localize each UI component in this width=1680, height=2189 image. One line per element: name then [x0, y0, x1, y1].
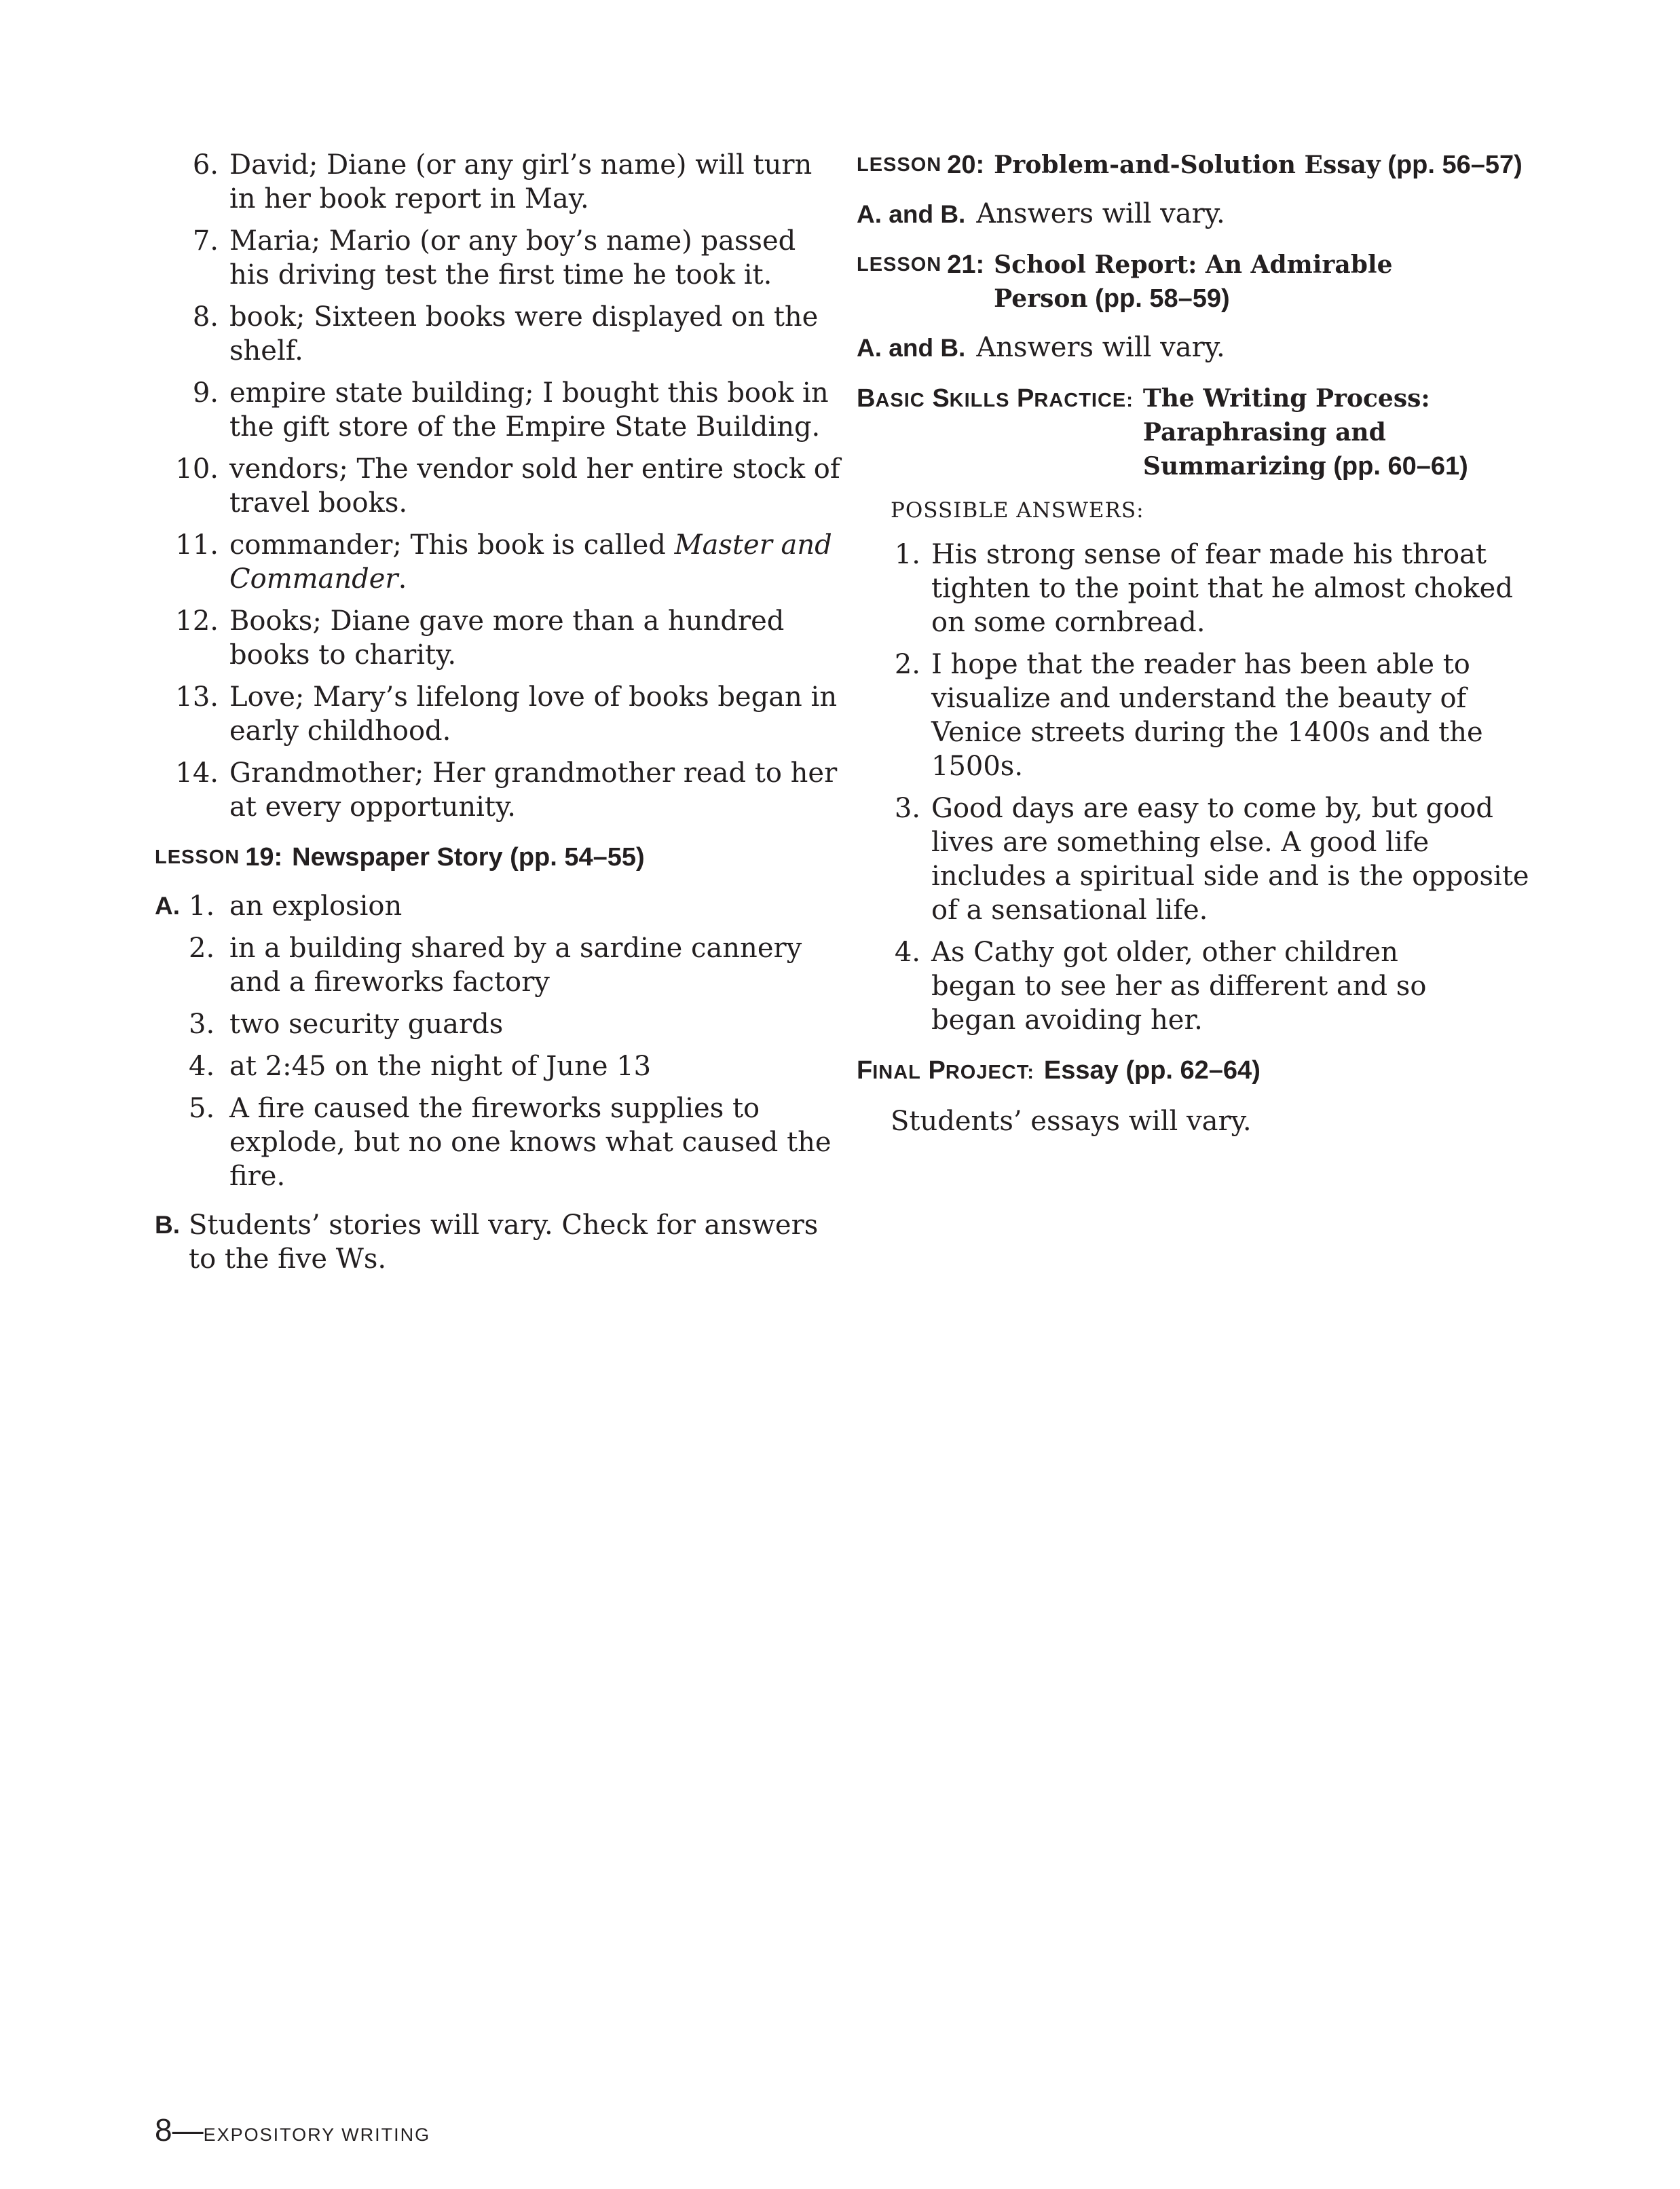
list-item	[155, 756, 840, 824]
item-number: 9.	[192, 377, 219, 409]
list-item	[155, 604, 840, 672]
section-label: BASIC SKILLS PRACTICE:	[857, 384, 1134, 413]
item-number: 3.	[894, 793, 920, 824]
final-project-text: Students’ essays will vary.	[891, 1106, 1252, 1137]
list-item	[155, 1007, 840, 1041]
lesson-title	[984, 248, 1392, 316]
lesson-20-heading	[857, 148, 1535, 182]
item-text: empire state building; I bought this book in the gift store of the Empire State Building.	[229, 377, 829, 443]
list-item	[155, 376, 840, 444]
item-text: in a building shared by a sardine cannery and a fireworks factory	[229, 933, 802, 998]
lesson-label: LESSON	[857, 254, 942, 276]
list-item	[155, 1091, 840, 1193]
list-item	[857, 935, 1535, 1037]
answer-text: Answers will vary.	[976, 198, 1225, 229]
item-number: 2.	[189, 933, 215, 964]
item-number: 10.	[175, 453, 219, 485]
item-text	[229, 528, 840, 596]
answer-label: A. and B.	[857, 200, 966, 228]
item-number: 2.	[894, 649, 920, 680]
item-text-post: .	[398, 563, 407, 595]
section-b	[155, 1208, 840, 1276]
basic-skills-heading	[857, 381, 1535, 483]
item-number: 1.	[894, 539, 920, 570]
page-number: 8—	[155, 2112, 204, 2148]
item-number: 5.	[189, 1093, 215, 1124]
item-text-pre: commander; This book is called	[229, 529, 675, 561]
item-text: two security guards	[229, 1009, 504, 1040]
list-item	[857, 538, 1535, 639]
book-title-italic: Master and Commander	[229, 529, 832, 595]
list-item	[155, 1049, 840, 1083]
item-text: Grandmother; Her grandmother read to her at every opportunity.	[229, 757, 838, 823]
section-letter: B.	[155, 1211, 180, 1239]
footer-title: EXPOSITORY WRITING	[203, 2125, 431, 2145]
lesson-pages: (pp. 56–57)	[1387, 151, 1523, 179]
lesson-title	[984, 148, 1523, 182]
list-item	[155, 148, 840, 216]
list-item	[857, 648, 1535, 783]
item-number: 12.	[175, 605, 219, 637]
list-item	[155, 300, 840, 368]
list-item	[155, 528, 840, 596]
item-number: 3.	[189, 1009, 215, 1040]
answer-text: Answers will vary.	[976, 332, 1225, 363]
lesson-title-main: Problem-and-Solution Essay	[994, 151, 1381, 179]
possible-answers-label: POSSIBLE ANSWERS:	[891, 498, 1144, 523]
item-text: Love; Mary’s lifelong love of books began in early childhood.	[229, 681, 838, 747]
item-text: at 2:45 on the night of June 13	[229, 1051, 652, 1082]
list-item	[155, 931, 840, 999]
list-item	[155, 452, 840, 520]
section-title	[1134, 381, 1468, 483]
item-number: 8.	[192, 301, 219, 333]
section-letter: A.	[155, 892, 180, 920]
section-label: FINAL PROJECT:	[857, 1056, 1034, 1085]
page-footer	[155, 2111, 430, 2154]
final-project-heading	[857, 1053, 1535, 1089]
item-text: book; Sixteen books were displayed on the shelf.	[229, 301, 819, 367]
answer-list-continued	[155, 148, 840, 824]
section-pages: (pp. 60–61)	[1333, 452, 1468, 481]
item-number: 4.	[894, 937, 920, 968]
lesson-label: LESSON	[155, 846, 240, 868]
item-text: David; Diane (or any girl’s name) will turn in her book report in May.	[229, 149, 813, 214]
item-text: Good days are easy to come by, but good lives are something else. A good life includes a spiritual side and is the opposite of a sensational life.	[931, 793, 1529, 926]
possible-answers-list	[857, 538, 1535, 1037]
list-item	[155, 889, 840, 923]
lesson-title-line2: Person	[994, 284, 1088, 313]
item-number: 11.	[175, 529, 219, 561]
right-column	[857, 148, 1535, 1153]
list-item	[857, 791, 1535, 927]
lesson-pages: (pp. 58–59)	[1095, 284, 1230, 313]
item-text: As Cathy got older, other children began to see her as different and so began avoiding her.	[931, 937, 1427, 1036]
item-text: His strong sense of fear made his throat tighten to the point that he almost choked on some cornbread.	[931, 539, 1513, 638]
lesson-number: 20:	[947, 151, 985, 179]
list-item	[155, 224, 840, 292]
answer-label: A. and B.	[857, 334, 966, 362]
item-text: vendors; The vendor sold her entire stock of travel books.	[229, 453, 840, 519]
item-text: Books; Diane gave more than a hundred books to charity.	[229, 605, 785, 671]
left-column	[155, 148, 840, 1284]
item-number: 1.	[189, 891, 215, 922]
item-number: 6.	[192, 149, 219, 181]
lesson-number: 19:	[245, 843, 283, 872]
lesson-title: Newspaper Story (pp. 54–55)	[292, 843, 645, 872]
lesson-21-answer	[857, 331, 1535, 365]
item-text: A fire caused the fireworks supplies to explode, but no one knows what caused the fire.	[229, 1093, 832, 1192]
title-line-3: Summarizing	[1142, 452, 1326, 481]
list-item	[155, 680, 840, 748]
item-text: Maria; Mario (or any boy’s name) passed his driving test the first time he took it.	[229, 225, 796, 291]
item-text: I hope that the reader has been able to visualize and understand the beauty of Venice streets during the 1400s and the 1500s.	[931, 649, 1483, 782]
title-line-2: Paraphrasing and	[1142, 418, 1386, 447]
item-number: 4.	[189, 1051, 215, 1082]
section-title: Essay (pp. 62–64)	[1043, 1056, 1261, 1085]
lesson-title-main: School Report: An Admirable	[994, 250, 1393, 279]
item-number: 7.	[192, 225, 219, 257]
title-line-1: The Writing Process:	[1142, 384, 1430, 413]
item-number: 14.	[175, 757, 219, 789]
section-b-text: Students’ stories will vary. Check for answers to the five Ws.	[189, 1210, 819, 1275]
lesson-number: 21:	[947, 250, 985, 279]
lesson-20-answer	[857, 197, 1535, 231]
section-a	[155, 889, 840, 1193]
item-text: an explosion	[229, 891, 403, 922]
lesson-21-heading	[857, 248, 1535, 316]
item-number: 13.	[175, 681, 219, 713]
lesson-19-heading	[155, 840, 840, 874]
lesson-label: LESSON	[857, 154, 942, 176]
